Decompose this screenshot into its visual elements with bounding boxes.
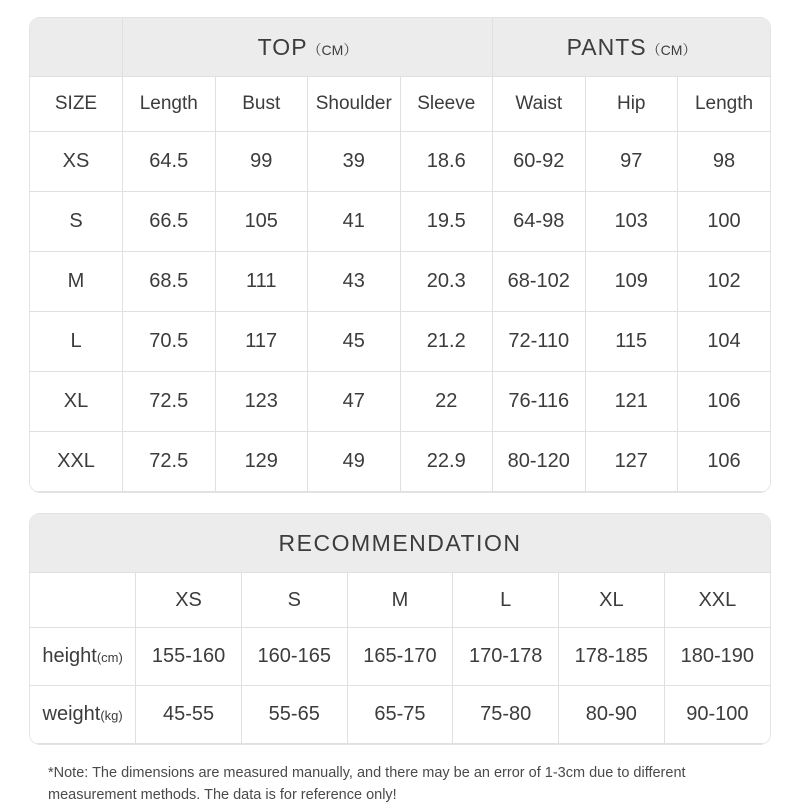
table-cell: 106 [678, 432, 771, 492]
table-cell: 121 [585, 372, 678, 432]
table-row [30, 132, 770, 192]
column-header-cell: Hip [585, 77, 678, 132]
recommendation-size-cell: XS [136, 573, 242, 628]
table-cell: 18.6 [400, 132, 493, 192]
measurement-note: *Note: The dimensions are measured manually, and there may be an error of 1-3cm due to different measurement methods. The data is for reference only! [48, 765, 686, 804]
table-cell: 45-55 [136, 686, 242, 744]
table-cell: M [30, 252, 123, 312]
group-header-top-label: TOP [257, 33, 308, 60]
table-cell: L [30, 312, 123, 372]
column-header-cell: Sleeve [400, 77, 493, 132]
recommendation-size-row [30, 573, 770, 628]
size-chart-header [30, 18, 770, 132]
table-row [30, 192, 770, 252]
table-cell: 104 [678, 312, 771, 372]
recommendation-size-cell: M [347, 573, 453, 628]
column-header-cell: Length [678, 77, 771, 132]
recommendation-body [30, 628, 770, 744]
table-cell: 45 [308, 312, 401, 372]
recommendation-row-label-text: weight [42, 703, 101, 725]
table-cell: 170-178 [453, 628, 559, 686]
table-cell: 19.5 [400, 192, 493, 252]
group-header-pants-unit: （CM） [646, 41, 697, 58]
recommendation-size-cell: S [241, 573, 347, 628]
recommendation-size-cell: L [453, 573, 559, 628]
group-header-top [123, 18, 493, 77]
table-cell: S [30, 192, 123, 252]
table-cell: 100 [678, 192, 771, 252]
table-cell: 90-100 [664, 686, 770, 744]
table-cell: 129 [215, 432, 308, 492]
group-header-pants-label: PANTS [566, 33, 647, 60]
table-cell: 22 [400, 372, 493, 432]
column-header-cell: Shoulder [308, 77, 401, 132]
group-header-top-unit: （CM） [307, 41, 358, 58]
table-cell: 111 [215, 252, 308, 312]
table-cell: 68-102 [493, 252, 586, 312]
table-cell: 21.2 [400, 312, 493, 372]
recommendation-header [30, 514, 770, 628]
size-chart-table [30, 18, 770, 492]
size-chart-column-header-row [30, 77, 770, 132]
group-header-pants [493, 18, 771, 77]
table-row [30, 252, 770, 312]
recommendation-row-label-unit: (cm) [96, 650, 123, 665]
table-cell: 66.5 [123, 192, 216, 252]
table-cell: 80-120 [493, 432, 586, 492]
table-cell: 160-165 [241, 628, 347, 686]
size-chart-body [30, 132, 770, 492]
column-header-cell: Bust [215, 77, 308, 132]
table-cell: 20.3 [400, 252, 493, 312]
table-cell: 22.9 [400, 432, 493, 492]
recommendation-row-label-text: height [42, 645, 97, 667]
table-cell: 75-80 [453, 686, 559, 744]
table-cell: 72.5 [123, 372, 216, 432]
table-cell: 41 [308, 192, 401, 252]
table-cell: 155-160 [136, 628, 242, 686]
size-chart-group-header-row [30, 18, 770, 77]
table-cell: 43 [308, 252, 401, 312]
table-cell: 109 [585, 252, 678, 312]
table-cell: 180-190 [664, 628, 770, 686]
table-cell: 102 [678, 252, 771, 312]
recommendation-row-label [30, 686, 136, 744]
table-cell: 103 [585, 192, 678, 252]
table-cell: XXL [30, 432, 123, 492]
table-cell: 97 [585, 132, 678, 192]
table-cell: 72-110 [493, 312, 586, 372]
table-row [30, 432, 770, 492]
recommendation-size-cell: XXL [664, 573, 770, 628]
table-cell: 49 [308, 432, 401, 492]
table-cell: 80-90 [559, 686, 665, 744]
recommendation-row-label-unit: (kg) [100, 708, 123, 723]
table-cell: 99 [215, 132, 308, 192]
table-cell: 68.5 [123, 252, 216, 312]
table-cell: 115 [585, 312, 678, 372]
table-cell: 76-116 [493, 372, 586, 432]
table-cell: 117 [215, 312, 308, 372]
group-header-blank [30, 18, 123, 77]
table-cell: 98 [678, 132, 771, 192]
table-cell: XL [30, 372, 123, 432]
table-row [30, 628, 770, 686]
table-cell: 127 [585, 432, 678, 492]
recommendation-corner-blank [30, 573, 136, 628]
recommendation-section [30, 514, 770, 744]
table-cell: XS [30, 132, 123, 192]
recommendation-title-row [30, 514, 770, 573]
table-cell: 64.5 [123, 132, 216, 192]
table-cell: 178-185 [559, 628, 665, 686]
table-cell: 47 [308, 372, 401, 432]
column-header-cell: Waist [493, 77, 586, 132]
recommendation-row-label [30, 628, 136, 686]
recommendation-table [30, 514, 770, 744]
column-header-cell: SIZE [30, 77, 123, 132]
table-cell: 105 [215, 192, 308, 252]
table-row [30, 372, 770, 432]
table-cell: 55-65 [241, 686, 347, 744]
recommendation-title: RECOMMENDATION [30, 514, 770, 573]
table-row [30, 312, 770, 372]
table-cell: 70.5 [123, 312, 216, 372]
table-cell: 60-92 [493, 132, 586, 192]
recommendation-size-cell: XL [559, 573, 665, 628]
table-row [30, 686, 770, 744]
table-cell: 65-75 [347, 686, 453, 744]
table-cell: 123 [215, 372, 308, 432]
column-header-cell: Length [123, 77, 216, 132]
table-cell: 64-98 [493, 192, 586, 252]
table-cell: 165-170 [347, 628, 453, 686]
table-cell: 106 [678, 372, 771, 432]
table-cell: 39 [308, 132, 401, 192]
table-cell: 72.5 [123, 432, 216, 492]
